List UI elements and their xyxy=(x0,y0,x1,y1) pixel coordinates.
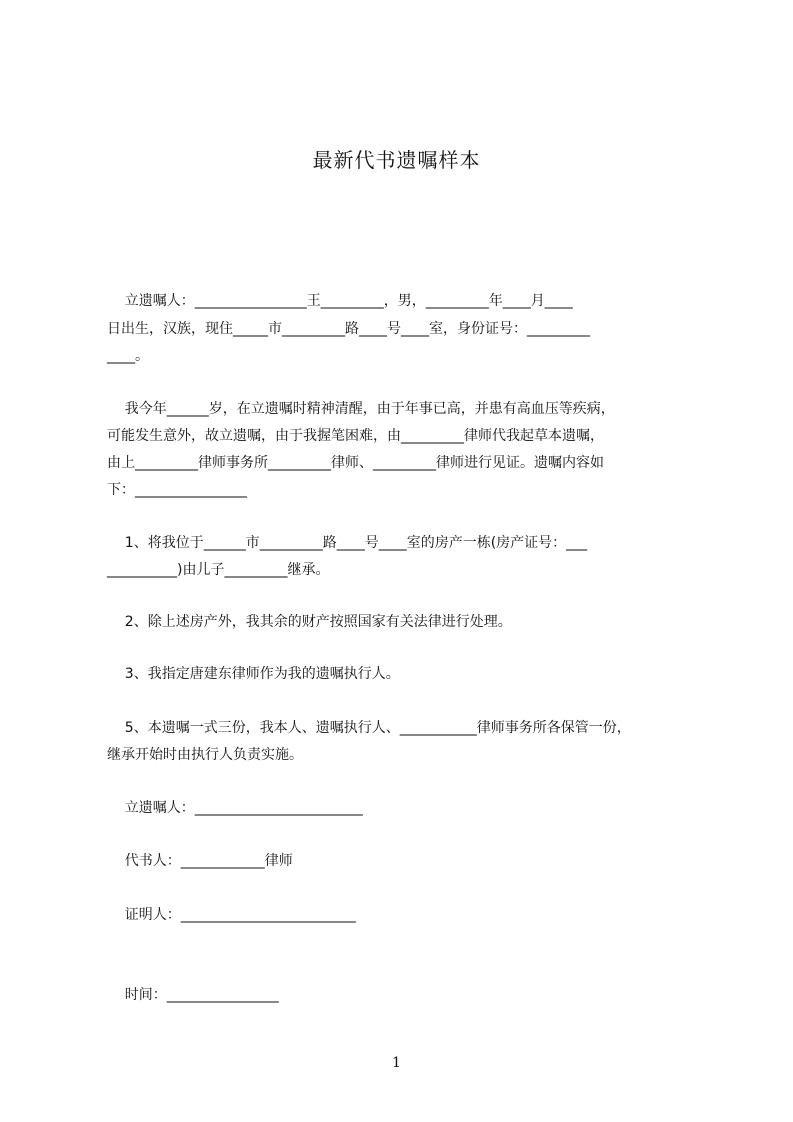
testator-signature: 立遗嘱人：________________________ xyxy=(107,800,363,816)
document-title: 最新代书遗嘱样本 xyxy=(312,148,481,172)
testator-line-3: ____。 xyxy=(107,348,149,364)
testator-line-2: 日出生，汉族，现住_____市_________路____号____室，身份证号：_________ xyxy=(107,321,590,337)
clause-5-line-1: 5、本遗嘱一式三份，我本人、遗嘱执行人、___________律师事务所各保管一份， xyxy=(107,720,631,736)
statement-line-1: 我今年______岁，在立遗嘱时精神清醒，由于年事已高，并患有高血压等疾病， xyxy=(107,401,615,417)
clause-3: 3、我指定唐建东律师作为我的遗嘱执行人。 xyxy=(107,666,400,682)
witness-signature: 证明人：_________________________ xyxy=(107,907,356,923)
page-number: 1 xyxy=(392,1055,401,1071)
statement-line-4: 下：________________ xyxy=(107,482,247,498)
clause-1-line-2: __________)由儿子_________继承。 xyxy=(107,562,330,578)
clause-1-line-1: 1、将我位于______市_________路____号____室的房产一栋(房产证号：___ xyxy=(107,535,588,551)
scribe-signature: 代书人：____________律师 xyxy=(107,853,293,869)
statement-line-3: 由上_________律师事务所_________律师、_________律师进行见证。遗嘱内容如 xyxy=(107,455,604,471)
date-line: 时间：________________ xyxy=(107,987,279,1003)
clause-2: 2、除上述房产外，我其余的财产按照国家有关法律进行处理。 xyxy=(107,614,512,630)
testator-line-1: 立遗嘱人：________________王_________，男，_________年____月____ xyxy=(107,293,573,309)
statement-line-2: 可能发生意外，故立遗嘱，由于我握笔困难，由_________律师代我起草本遗嘱， xyxy=(107,428,604,444)
clause-5-line-2: 继承开始时由执行人负责实施。 xyxy=(107,747,303,763)
